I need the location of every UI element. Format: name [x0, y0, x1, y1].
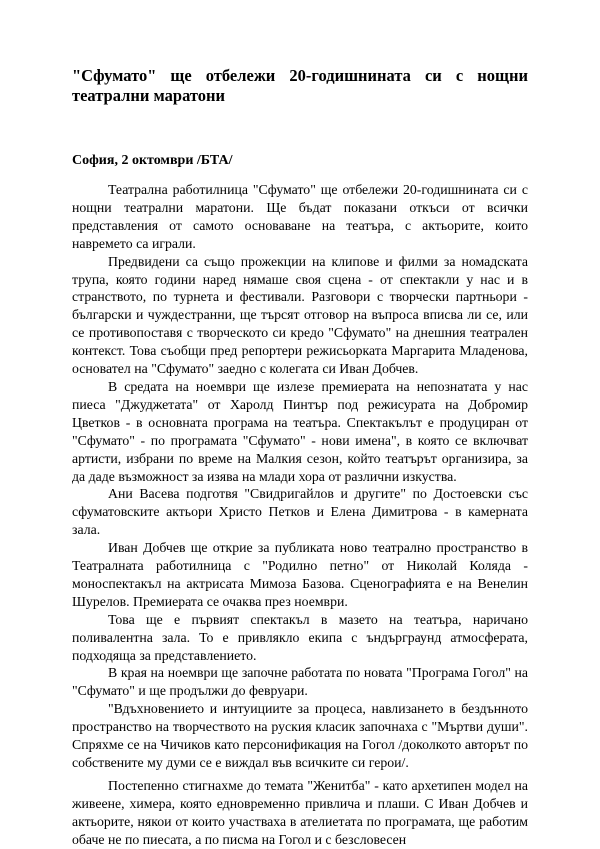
- paragraph: "Вдъхновението и интуициите за процеса, навлизането в бездънното пространство на творчеството на руския класик започнаха с "Мъртви души". Спряхме се на Чичиков като персонификация на Гогол /доколкото авторът по собствените му думи се е виждал във всичките си герои/.: [72, 701, 528, 770]
- paragraph: В края на ноември ще започне работата по новата "Програма Гогол" на "Сфумато" и ще продължи до февруари.: [72, 665, 528, 699]
- paragraph: Ани Васева подготвя "Свидригайлов и другите" по Достоевски със сфуматовските актьори Христо Петков и Елена Димитрова - в камерната зала.: [72, 486, 528, 538]
- article-dateline: София, 2 октомври /БТА/: [72, 153, 233, 168]
- paragraph: Предвидени са също прожекции на клипове и филми за номадската трупа, която години наред нямаше своя сцена - от спектакли у нас и в странството, по турнета и фестивали. Разговори с творчески партньори - български и чуждестранни, ще търсят отговор на въпроса вписва ли се, или се противопоставя с творческото си кредо "Сфумато" на днешния театрален контекст. Това съобщи пред репортери режисьорката Маргарита Младенова, основател на "Сфумато" заедно с колегата си Иван Добчев.: [72, 253, 528, 377]
- paragraph: Театрална работилница "Сфумато" ще отбележи 20-годишнината си с нощни театрални маратони. Ще бъдат показани откъси от всички представления от самото основаване на театъра, с актьорите, които навремето са играли.: [72, 182, 528, 251]
- paragraph: Иван Добчев ще открие за публиката ново театрално пространство в Театралната работилница с "Родилно петно" от Николай Коляда - моноспектакъл на актрисата Мимоза Базова. Сценографията е на Венелин Шурелов. Премиерата се очаква през ноември.: [72, 540, 528, 609]
- article: [72, 66, 528, 849]
- paragraph: Постепенно стигнахме до темата "Женитба" - като архетипен модел на живеене, химера, която едновременно привлича и плаши. С Иван Добчев и актьорите, някои от които участваха в ателиетата по програмата, ще работим обаче не по пиесата, а по писма на Гогол и с безсловесен: [72, 777, 528, 847]
- article-body: [72, 181, 528, 849]
- article-title: "Сфумато" ще отбележи 20-годишнината си с нощни театрални маратони: [72, 66, 528, 105]
- paragraph: Това ще е първият спектакъл в мазето на театъра, наричано поливалентна зала. То е привлякло екипа с ъндърграунд атмосферата, подходяща за представлението.: [72, 611, 528, 663]
- paragraph: В средата на ноември ще излезе премиерата на непознатата у нас пиеса "Джуджетата" от Харолд Пинтър под режисурата на Добромир Цветков - в основната програма на театъра. Спектакълът е продуциран от "Сфумато" - по програмата "Сфумато" - нови имена", в която се включват артисти, избрани по време на Малкия сезон, който театърът организира, за да даде възможност за изява на млади хора от различни изкуства.: [72, 378, 528, 484]
